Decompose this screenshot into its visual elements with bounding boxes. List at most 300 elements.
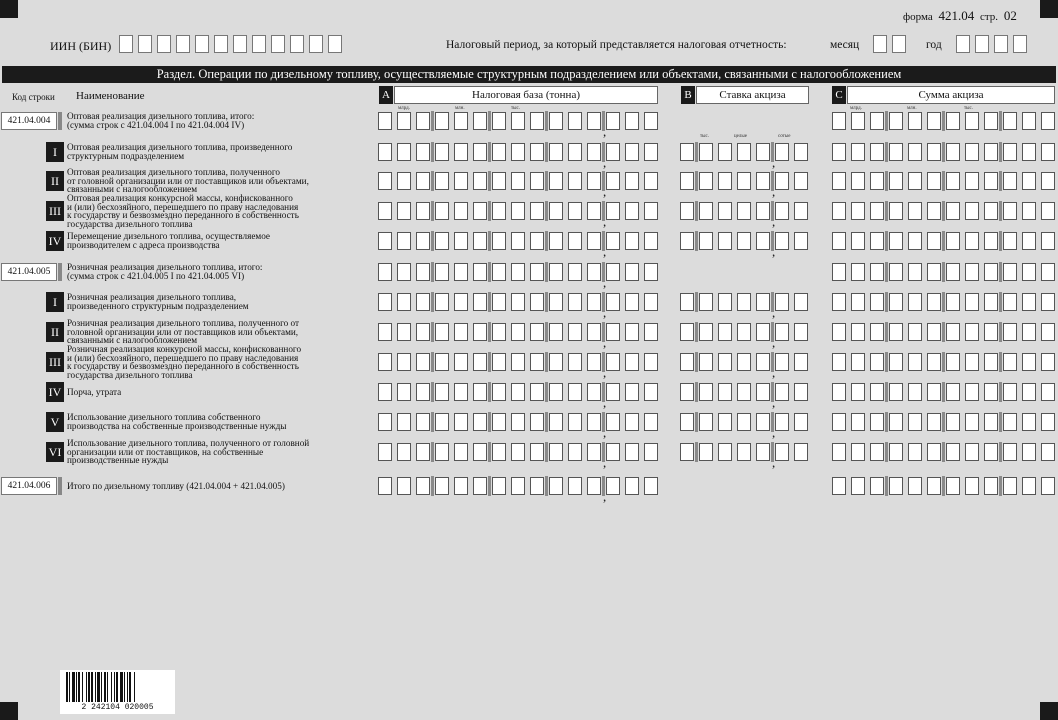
tax-base-digit[interactable] — [416, 353, 430, 371]
tax-base-digit[interactable] — [606, 143, 620, 161]
excise-rate-digit[interactable] — [756, 143, 770, 161]
iin-digit-box[interactable] — [157, 35, 171, 53]
excise-rate-digit[interactable] — [680, 353, 694, 371]
tax-base-digit[interactable] — [530, 293, 544, 311]
excise-amount-digit[interactable] — [889, 232, 903, 250]
excise-amount-digit[interactable] — [908, 143, 922, 161]
excise-rate-digit[interactable] — [699, 413, 713, 431]
excise-amount-digit[interactable] — [851, 477, 865, 495]
tax-base-digit[interactable] — [416, 323, 430, 341]
excise-rate-digit[interactable] — [775, 383, 789, 401]
excise-rate-digit[interactable] — [794, 232, 808, 250]
excise-amount-digit[interactable] — [908, 443, 922, 461]
excise-rate-digit[interactable] — [794, 323, 808, 341]
tax-base-digit[interactable] — [492, 232, 506, 250]
excise-rate-digit[interactable] — [699, 383, 713, 401]
tax-base-digit[interactable] — [606, 413, 620, 431]
excise-rate-digit[interactable] — [775, 202, 789, 220]
excise-amount-digit[interactable] — [946, 172, 960, 190]
excise-amount-digit[interactable] — [927, 172, 941, 190]
excise-rate-digit[interactable] — [718, 383, 732, 401]
excise-amount-digit[interactable] — [927, 323, 941, 341]
excise-rate-digit[interactable] — [680, 143, 694, 161]
excise-amount-digit[interactable] — [889, 353, 903, 371]
tax-base-digit[interactable] — [416, 413, 430, 431]
tax-base-digit[interactable] — [435, 413, 449, 431]
tax-base-digit[interactable] — [454, 232, 468, 250]
tax-base-digit[interactable] — [549, 413, 563, 431]
tax-base-digit[interactable] — [587, 143, 601, 161]
tax-base-digit[interactable] — [568, 477, 582, 495]
tax-base-digit[interactable] — [530, 477, 544, 495]
excise-amount-digit[interactable] — [832, 143, 846, 161]
tax-base-digit[interactable] — [473, 112, 487, 130]
tax-base-digit[interactable] — [511, 323, 525, 341]
excise-rate-digit[interactable] — [680, 443, 694, 461]
excise-amount-digit[interactable] — [1022, 172, 1036, 190]
tax-base-digit[interactable] — [625, 263, 639, 281]
excise-amount-digit[interactable] — [870, 263, 884, 281]
tax-base-digit[interactable] — [625, 477, 639, 495]
tax-base-digit[interactable] — [492, 383, 506, 401]
tax-base-digit[interactable] — [473, 477, 487, 495]
excise-amount-digit[interactable] — [1003, 143, 1017, 161]
excise-rate-digit[interactable] — [680, 202, 694, 220]
excise-amount-digit[interactable] — [832, 413, 846, 431]
excise-amount-digit[interactable] — [832, 383, 846, 401]
excise-rate-digit[interactable] — [775, 293, 789, 311]
tax-base-digit[interactable] — [530, 413, 544, 431]
excise-rate-digit[interactable] — [794, 353, 808, 371]
excise-amount-digit[interactable] — [908, 353, 922, 371]
tax-base-digit[interactable] — [397, 293, 411, 311]
tax-base-digit[interactable] — [549, 172, 563, 190]
tax-base-digit[interactable] — [473, 353, 487, 371]
tax-base-digit[interactable] — [435, 263, 449, 281]
tax-base-digit[interactable] — [378, 232, 392, 250]
tax-base-digit[interactable] — [397, 477, 411, 495]
excise-amount-digit[interactable] — [851, 443, 865, 461]
excise-amount-digit[interactable] — [984, 477, 998, 495]
tax-base-digit[interactable] — [511, 172, 525, 190]
excise-amount-digit[interactable] — [870, 172, 884, 190]
excise-amount-digit[interactable] — [1041, 263, 1055, 281]
tax-base-digit[interactable] — [492, 112, 506, 130]
tax-base-digit[interactable] — [625, 443, 639, 461]
excise-amount-digit[interactable] — [1041, 383, 1055, 401]
excise-rate-digit[interactable] — [718, 293, 732, 311]
excise-amount-digit[interactable] — [965, 383, 979, 401]
tax-base-digit[interactable] — [625, 413, 639, 431]
tax-base-digit[interactable] — [530, 263, 544, 281]
tax-base-digit[interactable] — [644, 477, 658, 495]
excise-rate-digit[interactable] — [680, 413, 694, 431]
excise-rate-digit[interactable] — [737, 293, 751, 311]
tax-base-digit[interactable] — [606, 353, 620, 371]
excise-amount-digit[interactable] — [965, 112, 979, 130]
excise-amount-digit[interactable] — [870, 112, 884, 130]
excise-amount-digit[interactable] — [1022, 293, 1036, 311]
excise-amount-digit[interactable] — [946, 383, 960, 401]
excise-amount-digit[interactable] — [984, 143, 998, 161]
excise-amount-digit[interactable] — [946, 293, 960, 311]
tax-base-digit[interactable] — [378, 263, 392, 281]
tax-base-digit[interactable] — [644, 143, 658, 161]
excise-amount-digit[interactable] — [870, 202, 884, 220]
tax-base-digit[interactable] — [587, 477, 601, 495]
excise-rate-digit[interactable] — [756, 443, 770, 461]
excise-amount-digit[interactable] — [870, 443, 884, 461]
excise-rate-digit[interactable] — [718, 413, 732, 431]
tax-base-digit[interactable] — [511, 353, 525, 371]
excise-rate-digit[interactable] — [699, 202, 713, 220]
tax-base-digit[interactable] — [397, 323, 411, 341]
excise-amount-digit[interactable] — [946, 413, 960, 431]
tax-base-digit[interactable] — [378, 353, 392, 371]
excise-amount-digit[interactable] — [908, 112, 922, 130]
excise-rate-digit[interactable] — [699, 443, 713, 461]
tax-base-digit[interactable] — [511, 202, 525, 220]
tax-base-digit[interactable] — [378, 112, 392, 130]
excise-amount-digit[interactable] — [889, 443, 903, 461]
excise-amount-digit[interactable] — [1022, 413, 1036, 431]
tax-base-digit[interactable] — [549, 112, 563, 130]
tax-base-digit[interactable] — [587, 323, 601, 341]
excise-rate-digit[interactable] — [775, 413, 789, 431]
tax-base-digit[interactable] — [568, 263, 582, 281]
tax-base-digit[interactable] — [644, 202, 658, 220]
tax-base-digit[interactable] — [549, 443, 563, 461]
tax-base-digit[interactable] — [587, 383, 601, 401]
tax-base-digit[interactable] — [568, 443, 582, 461]
tax-base-digit[interactable] — [435, 323, 449, 341]
tax-base-digit[interactable] — [416, 232, 430, 250]
tax-base-digit[interactable] — [454, 112, 468, 130]
excise-rate-digit[interactable] — [699, 353, 713, 371]
tax-base-digit[interactable] — [530, 172, 544, 190]
month-digit-box[interactable] — [892, 35, 906, 53]
excise-amount-digit[interactable] — [851, 232, 865, 250]
excise-amount-digit[interactable] — [965, 323, 979, 341]
excise-amount-digit[interactable] — [870, 143, 884, 161]
tax-base-digit[interactable] — [492, 413, 506, 431]
iin-digit-box[interactable] — [233, 35, 247, 53]
excise-amount-digit[interactable] — [1003, 443, 1017, 461]
tax-base-digit[interactable] — [416, 477, 430, 495]
excise-amount-digit[interactable] — [851, 383, 865, 401]
tax-base-digit[interactable] — [625, 353, 639, 371]
excise-amount-digit[interactable] — [851, 293, 865, 311]
tax-base-digit[interactable] — [492, 323, 506, 341]
excise-amount-digit[interactable] — [927, 477, 941, 495]
excise-amount-digit[interactable] — [889, 293, 903, 311]
excise-amount-digit[interactable] — [946, 443, 960, 461]
excise-rate-digit[interactable] — [756, 202, 770, 220]
excise-amount-digit[interactable] — [984, 202, 998, 220]
tax-base-digit[interactable] — [397, 172, 411, 190]
excise-amount-digit[interactable] — [946, 112, 960, 130]
tax-base-digit[interactable] — [473, 413, 487, 431]
tax-base-digit[interactable] — [492, 443, 506, 461]
tax-base-digit[interactable] — [378, 383, 392, 401]
excise-rate-digit[interactable] — [737, 143, 751, 161]
excise-rate-digit[interactable] — [756, 383, 770, 401]
excise-amount-digit[interactable] — [927, 112, 941, 130]
tax-base-digit[interactable] — [454, 143, 468, 161]
excise-amount-digit[interactable] — [1041, 443, 1055, 461]
excise-amount-digit[interactable] — [908, 293, 922, 311]
excise-rate-digit[interactable] — [775, 443, 789, 461]
excise-rate-digit[interactable] — [756, 232, 770, 250]
excise-amount-digit[interactable] — [1041, 143, 1055, 161]
tax-base-digit[interactable] — [644, 443, 658, 461]
excise-amount-digit[interactable] — [851, 413, 865, 431]
tax-base-digit[interactable] — [492, 293, 506, 311]
excise-rate-digit[interactable] — [756, 413, 770, 431]
tax-base-digit[interactable] — [378, 443, 392, 461]
excise-rate-digit[interactable] — [718, 323, 732, 341]
excise-rate-digit[interactable] — [718, 443, 732, 461]
excise-amount-digit[interactable] — [889, 477, 903, 495]
tax-base-digit[interactable] — [511, 477, 525, 495]
excise-amount-digit[interactable] — [946, 477, 960, 495]
excise-rate-digit[interactable] — [699, 143, 713, 161]
iin-digit-box[interactable] — [176, 35, 190, 53]
tax-base-digit[interactable] — [435, 202, 449, 220]
tax-base-digit[interactable] — [435, 477, 449, 495]
excise-rate-digit[interactable] — [756, 172, 770, 190]
excise-amount-digit[interactable] — [870, 383, 884, 401]
excise-rate-digit[interactable] — [775, 232, 789, 250]
tax-base-digit[interactable] — [606, 293, 620, 311]
tax-base-digit[interactable] — [568, 293, 582, 311]
tax-base-digit[interactable] — [473, 143, 487, 161]
tax-base-digit[interactable] — [606, 323, 620, 341]
excise-rate-digit[interactable] — [756, 353, 770, 371]
tax-base-digit[interactable] — [378, 323, 392, 341]
tax-base-digit[interactable] — [530, 323, 544, 341]
excise-amount-digit[interactable] — [1003, 202, 1017, 220]
tax-base-digit[interactable] — [587, 112, 601, 130]
tax-base-digit[interactable] — [568, 383, 582, 401]
excise-amount-digit[interactable] — [946, 143, 960, 161]
tax-base-digit[interactable] — [587, 293, 601, 311]
tax-base-digit[interactable] — [549, 143, 563, 161]
tax-base-digit[interactable] — [435, 172, 449, 190]
tax-base-digit[interactable] — [644, 263, 658, 281]
excise-rate-digit[interactable] — [794, 172, 808, 190]
excise-amount-digit[interactable] — [946, 323, 960, 341]
tax-base-digit[interactable] — [625, 172, 639, 190]
excise-rate-digit[interactable] — [775, 323, 789, 341]
excise-amount-digit[interactable] — [984, 263, 998, 281]
iin-digit-box[interactable] — [309, 35, 323, 53]
excise-rate-digit[interactable] — [794, 443, 808, 461]
tax-base-digit[interactable] — [416, 383, 430, 401]
tax-base-digit[interactable] — [549, 477, 563, 495]
tax-base-digit[interactable] — [511, 143, 525, 161]
excise-amount-digit[interactable] — [1003, 263, 1017, 281]
excise-amount-digit[interactable] — [908, 172, 922, 190]
tax-base-digit[interactable] — [549, 323, 563, 341]
month-digit-box[interactable] — [873, 35, 887, 53]
excise-amount-digit[interactable] — [870, 413, 884, 431]
excise-rate-digit[interactable] — [699, 172, 713, 190]
tax-base-digit[interactable] — [606, 112, 620, 130]
excise-rate-digit[interactable] — [718, 202, 732, 220]
excise-amount-digit[interactable] — [889, 263, 903, 281]
excise-amount-digit[interactable] — [1003, 353, 1017, 371]
excise-rate-digit[interactable] — [680, 323, 694, 341]
iin-digit-box[interactable] — [271, 35, 285, 53]
excise-rate-digit[interactable] — [718, 232, 732, 250]
tax-base-digit[interactable] — [454, 263, 468, 281]
excise-rate-digit[interactable] — [718, 353, 732, 371]
excise-amount-digit[interactable] — [984, 293, 998, 311]
excise-amount-digit[interactable] — [1041, 293, 1055, 311]
excise-rate-digit[interactable] — [699, 232, 713, 250]
tax-base-digit[interactable] — [587, 443, 601, 461]
excise-amount-digit[interactable] — [984, 323, 998, 341]
tax-base-digit[interactable] — [435, 112, 449, 130]
tax-base-digit[interactable] — [473, 172, 487, 190]
tax-base-digit[interactable] — [587, 232, 601, 250]
tax-base-digit[interactable] — [549, 293, 563, 311]
tax-base-digit[interactable] — [549, 202, 563, 220]
excise-amount-digit[interactable] — [889, 413, 903, 431]
tax-base-digit[interactable] — [511, 293, 525, 311]
tax-base-digit[interactable] — [530, 383, 544, 401]
excise-amount-digit[interactable] — [832, 202, 846, 220]
tax-base-digit[interactable] — [606, 443, 620, 461]
tax-base-digit[interactable] — [473, 443, 487, 461]
excise-amount-digit[interactable] — [1022, 263, 1036, 281]
excise-amount-digit[interactable] — [851, 323, 865, 341]
tax-base-digit[interactable] — [644, 353, 658, 371]
excise-amount-digit[interactable] — [1022, 143, 1036, 161]
tax-base-digit[interactable] — [644, 232, 658, 250]
tax-base-digit[interactable] — [587, 202, 601, 220]
excise-amount-digit[interactable] — [946, 232, 960, 250]
tax-base-digit[interactable] — [397, 353, 411, 371]
excise-amount-digit[interactable] — [908, 323, 922, 341]
tax-base-digit[interactable] — [454, 413, 468, 431]
tax-base-digit[interactable] — [378, 202, 392, 220]
excise-amount-digit[interactable] — [832, 323, 846, 341]
tax-base-digit[interactable] — [435, 443, 449, 461]
tax-base-digit[interactable] — [568, 353, 582, 371]
tax-base-digit[interactable] — [416, 202, 430, 220]
excise-amount-digit[interactable] — [927, 293, 941, 311]
tax-base-digit[interactable] — [625, 323, 639, 341]
tax-base-digit[interactable] — [530, 443, 544, 461]
tax-base-digit[interactable] — [625, 383, 639, 401]
excise-rate-digit[interactable] — [737, 413, 751, 431]
excise-amount-digit[interactable] — [832, 477, 846, 495]
excise-amount-digit[interactable] — [832, 293, 846, 311]
excise-amount-digit[interactable] — [870, 323, 884, 341]
excise-amount-digit[interactable] — [1003, 232, 1017, 250]
excise-rate-digit[interactable] — [737, 383, 751, 401]
tax-base-digit[interactable] — [435, 383, 449, 401]
excise-amount-digit[interactable] — [908, 202, 922, 220]
excise-amount-digit[interactable] — [984, 413, 998, 431]
excise-rate-digit[interactable] — [737, 443, 751, 461]
excise-amount-digit[interactable] — [832, 263, 846, 281]
tax-base-digit[interactable] — [587, 353, 601, 371]
excise-amount-digit[interactable] — [908, 263, 922, 281]
excise-amount-digit[interactable] — [889, 202, 903, 220]
excise-amount-digit[interactable] — [851, 172, 865, 190]
excise-amount-digit[interactable] — [832, 232, 846, 250]
tax-base-digit[interactable] — [473, 263, 487, 281]
tax-base-digit[interactable] — [568, 172, 582, 190]
excise-amount-digit[interactable] — [927, 232, 941, 250]
tax-base-digit[interactable] — [435, 293, 449, 311]
tax-base-digit[interactable] — [378, 293, 392, 311]
tax-base-digit[interactable] — [397, 383, 411, 401]
tax-base-digit[interactable] — [606, 383, 620, 401]
excise-amount-digit[interactable] — [1041, 477, 1055, 495]
excise-amount-digit[interactable] — [889, 383, 903, 401]
excise-amount-digit[interactable] — [1022, 353, 1036, 371]
excise-rate-digit[interactable] — [737, 232, 751, 250]
year-digit-box[interactable] — [1013, 35, 1027, 53]
tax-base-digit[interactable] — [511, 263, 525, 281]
tax-base-digit[interactable] — [492, 477, 506, 495]
excise-amount-digit[interactable] — [984, 112, 998, 130]
excise-rate-digit[interactable] — [775, 353, 789, 371]
tax-base-digit[interactable] — [397, 202, 411, 220]
excise-amount-digit[interactable] — [965, 413, 979, 431]
tax-base-digit[interactable] — [416, 443, 430, 461]
excise-amount-digit[interactable] — [965, 477, 979, 495]
excise-amount-digit[interactable] — [1022, 383, 1036, 401]
tax-base-digit[interactable] — [397, 143, 411, 161]
excise-rate-digit[interactable] — [680, 383, 694, 401]
excise-amount-digit[interactable] — [946, 202, 960, 220]
excise-amount-digit[interactable] — [965, 353, 979, 371]
excise-amount-digit[interactable] — [927, 383, 941, 401]
tax-base-digit[interactable] — [416, 112, 430, 130]
excise-amount-digit[interactable] — [1022, 232, 1036, 250]
excise-amount-digit[interactable] — [851, 202, 865, 220]
excise-amount-digit[interactable] — [1041, 232, 1055, 250]
excise-amount-digit[interactable] — [1022, 323, 1036, 341]
tax-base-digit[interactable] — [416, 172, 430, 190]
tax-base-digit[interactable] — [435, 232, 449, 250]
excise-amount-digit[interactable] — [984, 172, 998, 190]
tax-base-digit[interactable] — [473, 383, 487, 401]
excise-amount-digit[interactable] — [1041, 112, 1055, 130]
tax-base-digit[interactable] — [644, 383, 658, 401]
tax-base-digit[interactable] — [416, 293, 430, 311]
tax-base-digit[interactable] — [454, 443, 468, 461]
iin-digit-box[interactable] — [214, 35, 228, 53]
tax-base-digit[interactable] — [435, 143, 449, 161]
excise-amount-digit[interactable] — [1003, 323, 1017, 341]
tax-base-digit[interactable] — [549, 232, 563, 250]
tax-base-digit[interactable] — [454, 293, 468, 311]
iin-digit-box[interactable] — [290, 35, 304, 53]
excise-rate-digit[interactable] — [699, 293, 713, 311]
tax-base-digit[interactable] — [511, 443, 525, 461]
tax-base-digit[interactable] — [606, 232, 620, 250]
tax-base-digit[interactable] — [625, 202, 639, 220]
excise-amount-digit[interactable] — [832, 443, 846, 461]
excise-amount-digit[interactable] — [927, 443, 941, 461]
year-digit-box[interactable] — [956, 35, 970, 53]
